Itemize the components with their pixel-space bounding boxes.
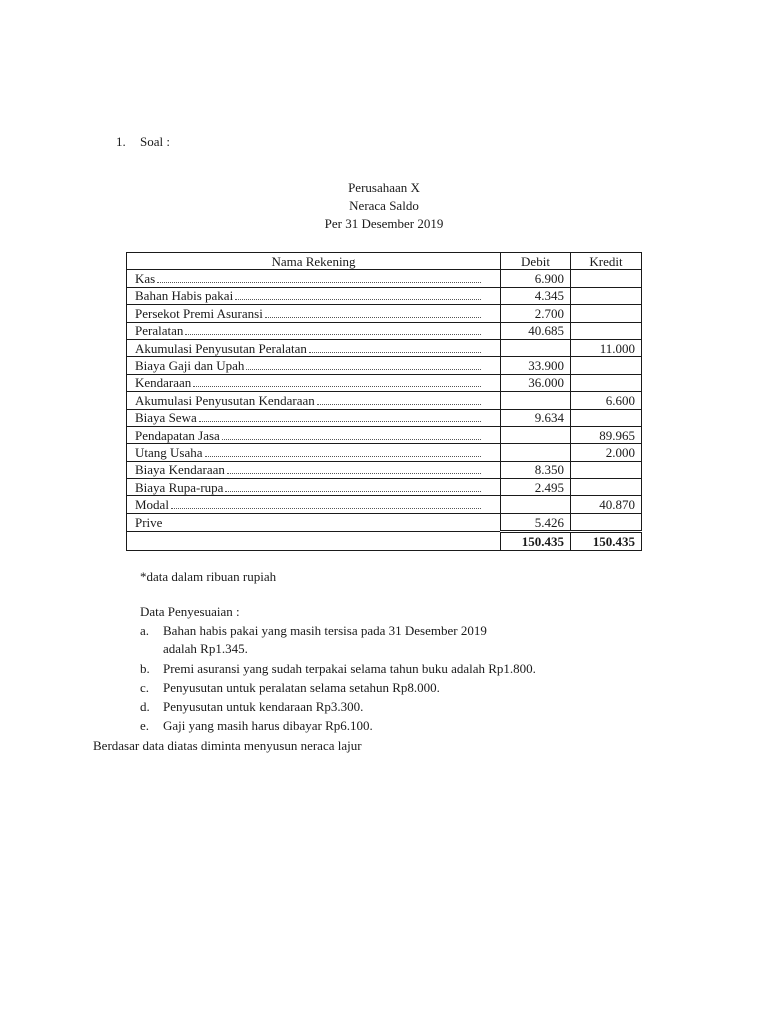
debit-cell [501,392,571,409]
dot-leader [317,403,481,405]
credit-cell [571,357,642,374]
table-header-row [127,253,642,270]
table-row [127,444,642,461]
account-name-cell [127,374,501,391]
adjustments-title: Data Penyesuaian : [140,604,240,619]
instruction-text: Berdasar data diatas diminta menyusun neraca lajur [93,738,362,753]
statement-date: Per 31 Desember 2019 [324,216,444,231]
adjustment-text: Penyusutan untuk kendaraan Rp3.300. [163,699,364,714]
table-row [127,287,642,304]
debit-cell: 6.900 [501,270,571,287]
debit-cell [501,496,571,513]
account-name-cell [127,496,501,513]
adjustment-text-continued: adalah Rp1.345. [163,641,248,656]
account-name-cell [127,513,501,531]
debit-cell: 8.350 [501,461,571,478]
credit-cell [571,513,642,531]
credit-cell: 11.000 [571,339,642,356]
debit-cell: 2.495 [501,479,571,496]
credit-cell [571,461,642,478]
total-label-cell [127,532,501,551]
table-row [127,513,642,531]
account-name: Biaya Sewa [135,410,197,426]
dot-leader [235,298,481,300]
debit-cell: 33.900 [501,357,571,374]
adjustment-text: Bahan habis pakai yang masih tersisa pada 31 Desember 2019 [163,623,487,638]
credit-cell [571,409,642,426]
debit-cell: 5.426 [501,513,571,531]
credit-cell [571,270,642,287]
account-name: Utang Usaha [135,444,203,460]
company-name: Perusahaan X [348,180,420,195]
debit-cell: 40.685 [501,322,571,339]
question-label: Soal : [140,134,170,149]
account-name-cell [127,322,501,339]
units-note: *data dalam ribuan rupiah [140,569,277,584]
total-debit: 150.435 [501,532,571,551]
account-name: Biaya Kendaraan [135,462,225,478]
adjustment-letter: e. [140,718,150,733]
table-row [127,392,642,409]
adjustment-text: Penyusutan untuk peralatan selama setahun Rp8.000. [163,680,440,695]
statement-title: Neraca Saldo [349,198,419,213]
adjustment-text: Premi asuransi yang sudah terpakai selama tahun buku adalah Rp1.800. [163,661,536,676]
adjustment-letter: c. [140,680,150,695]
dot-leader [205,455,481,457]
total-row [127,532,642,551]
total-credit: 150.435 [571,532,642,551]
dot-leader [227,472,481,474]
account-name-cell [127,287,501,304]
table-row [127,357,642,374]
dot-leader [199,420,481,422]
dot-leader [193,385,481,387]
debit-cell [501,339,571,356]
table-row [127,339,642,356]
account-name-cell [127,305,501,322]
account-name: Biaya Gaji dan Upah [135,358,245,374]
credit-cell [571,322,642,339]
account-name: Peralatan [135,323,184,339]
credit-cell: 2.000 [571,444,642,461]
table-row [127,409,642,426]
debit-cell [501,426,571,443]
credit-cell: 89.965 [571,426,642,443]
credit-cell: 6.600 [571,392,642,409]
adjustment-letter: d. [140,699,150,714]
credit-cell: 40.870 [571,496,642,513]
debit-cell: 4.345 [501,287,571,304]
account-name: Pendapatan Jasa [135,427,220,443]
column-header-account: Nama Rekening [127,253,501,270]
account-name-cell [127,270,501,287]
trial-balance-table [126,252,642,551]
adjustment-text: Gaji yang masih harus dibayar Rp6.100. [163,718,373,733]
dot-leader [222,438,481,440]
account-name: Kendaraan [135,375,192,391]
account-name-cell [127,357,501,374]
table-row [127,305,642,322]
table-row [127,426,642,443]
debit-cell [501,444,571,461]
account-name-cell [127,392,501,409]
column-header-credit: Kredit [571,253,642,270]
account-name-cell [127,409,501,426]
table-row [127,270,642,287]
account-name-cell [127,426,501,443]
dot-leader [171,507,481,509]
account-name: Biaya Rupa-rupa [135,479,224,495]
dot-leader [246,368,481,370]
dot-leader [309,351,481,353]
account-name: Akumulasi Penyusutan Kendaraan [135,392,315,408]
account-name: Prive [135,515,163,531]
credit-cell [571,374,642,391]
debit-cell: 2.700 [501,305,571,322]
adjustment-letter: a. [140,623,150,638]
adjustment-letter: b. [140,661,150,676]
account-name-cell [127,461,501,478]
account-name-cell [127,339,501,356]
dot-leader [225,490,481,492]
account-name-cell [127,479,501,496]
table-row [127,322,642,339]
account-name-cell [127,444,501,461]
question-number: 1. [116,134,126,149]
account-name: Modal [135,497,169,513]
account-name: Kas [135,271,156,287]
dot-leader [185,333,481,335]
credit-cell [571,305,642,322]
table-row [127,496,642,513]
dot-leader [157,281,481,283]
credit-cell [571,287,642,304]
dot-leader [265,316,481,318]
debit-cell: 36.000 [501,374,571,391]
credit-cell [571,479,642,496]
account-name: Bahan Habis pakai [135,288,234,304]
account-name: Akumulasi Penyusutan Peralatan [135,340,307,356]
table-row [127,374,642,391]
table-row [127,461,642,478]
debit-cell: 9.634 [501,409,571,426]
account-name: Persekot Premi Asuransi [135,305,263,321]
column-header-debit: Debit [501,253,571,270]
table-row [127,479,642,496]
